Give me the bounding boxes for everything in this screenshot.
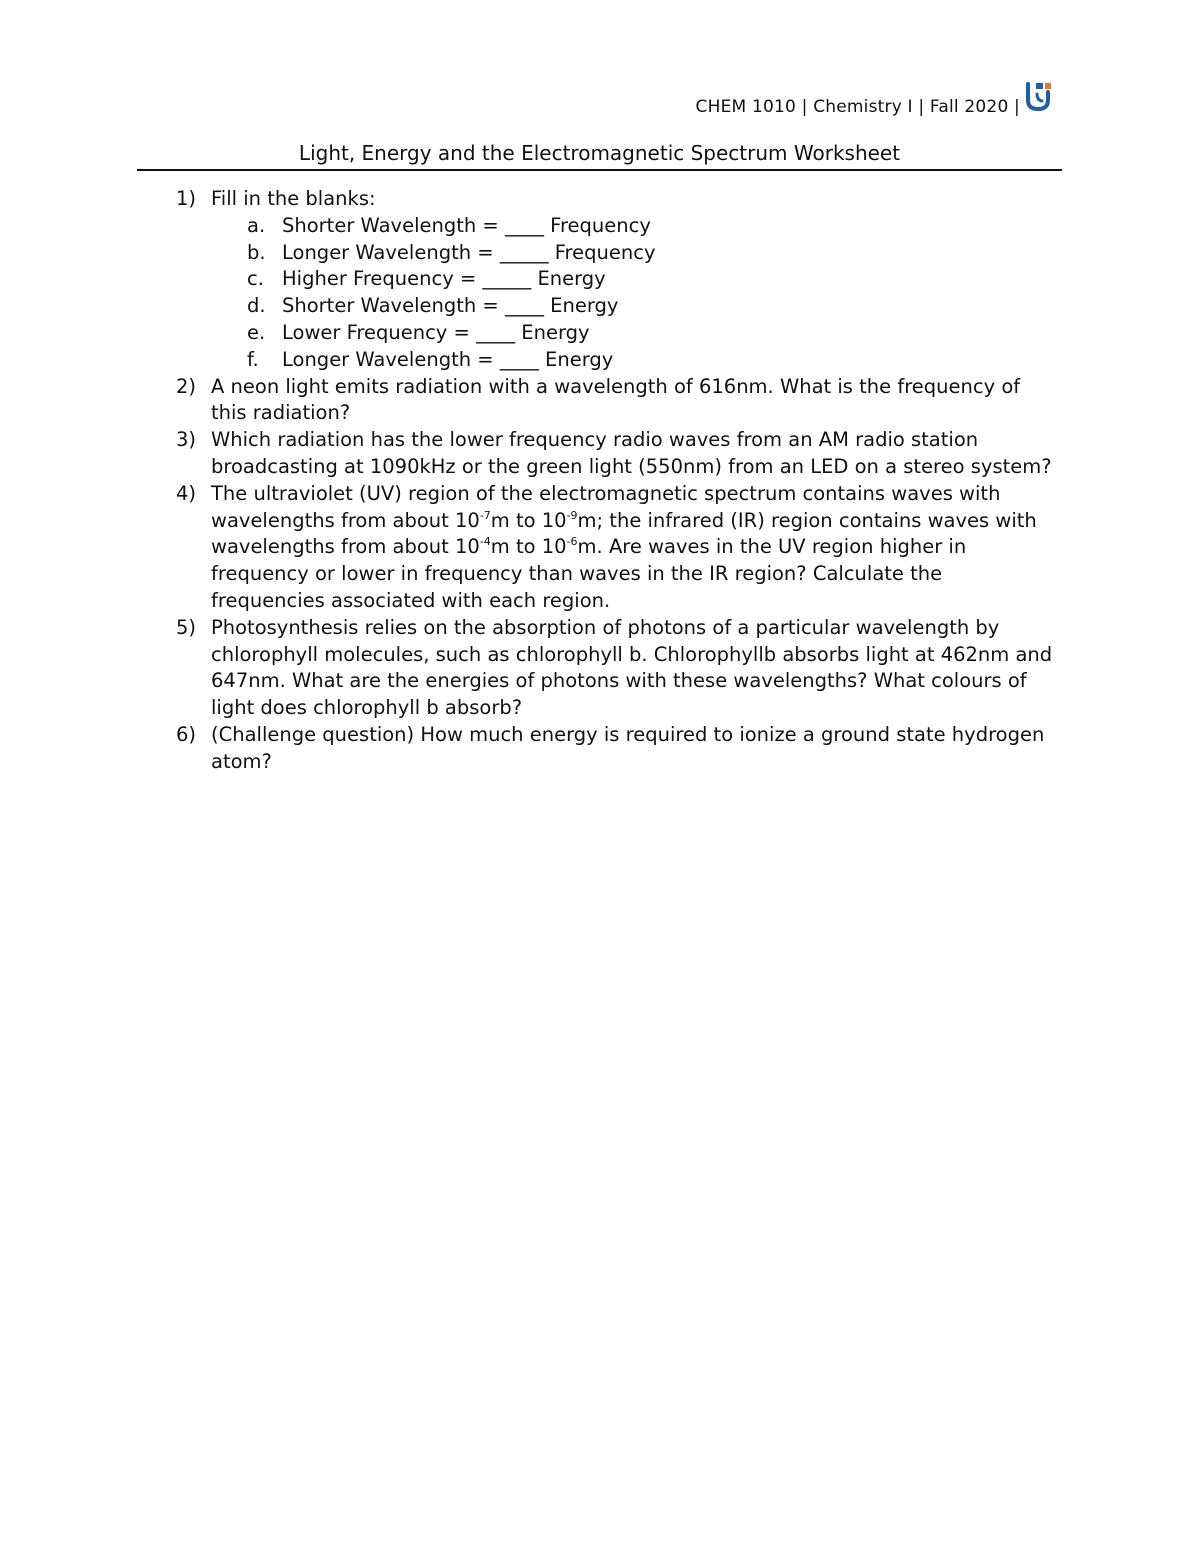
title-divider (137, 169, 1062, 171)
exponent: -7 (479, 508, 491, 522)
question-list (176, 186, 1056, 776)
exponent: -9 (566, 508, 578, 522)
question-6 (176, 722, 1056, 776)
sub-item-letter: e. (247, 320, 266, 344)
sub-item-letter: a. (247, 213, 266, 237)
sub-item-text: Longer Wavelength = ____ Energy (282, 347, 614, 371)
page-title: Light, Energy and the Electromagnetic Spectrum Worksheet (298, 141, 901, 165)
question-text (211, 482, 1037, 612)
question-4 (176, 481, 1056, 615)
question-text: (Challenge question) How much energy is required to ionize a ground state hydrogen atom? (211, 722, 1045, 773)
sub-item-letter: b. (247, 240, 266, 264)
question-2 (176, 374, 1056, 428)
sub-item-e (176, 320, 1056, 347)
sub-item-f (176, 347, 1056, 374)
sub-item-text: Shorter Wavelength = ____ Energy (282, 294, 619, 318)
sub-item-text: Shorter Wavelength = ____ Frequency (282, 213, 651, 237)
question-5 (176, 615, 1056, 722)
question-number: 4) (176, 481, 197, 505)
course-header: CHEM 1010 | Chemistry I | Fall 2020 | (695, 97, 1020, 117)
sub-item-letter: c. (247, 267, 264, 291)
text-segment: The ultraviolet (UV) region of the electromagnetic spectrum contains waves with wavelengths from about 10 (211, 481, 1001, 532)
question-number: 6) (176, 722, 197, 746)
text-segment: m; the infrared (IR) region contains waves with wavelengths from about 10 (211, 508, 1037, 559)
question-number: 1) (176, 187, 197, 210)
text-segment: m. Are waves in the UV region higher in frequency or lower in frequency than waves in the IR region? Calculate the frequencies associated with each region. (211, 535, 967, 612)
sub-item-text: Higher Frequency = _____ Energy (282, 267, 606, 291)
question-text: Photosynthesis relies on the absorption of photons of a particular wavelength by chlorophyll molecules, such as chlorophyll b. Chlorophyllb absorbs light at 462nm and 647nm. What are the energies of photons with these wavelengths? What colours of light does chlorophyll b absorb? (211, 615, 1053, 720)
question-3 (176, 427, 1056, 481)
question-number: 3) (176, 428, 197, 452)
question-text: Fill in the blanks: (211, 187, 376, 210)
question-text: A neon light emits radiation with a wavelength of 616nm. What is the frequency of this radiation? (211, 374, 1021, 425)
sub-item-letter: f. (247, 347, 259, 371)
sub-item-b (176, 240, 1056, 267)
sub-item-a (176, 213, 1056, 240)
sub-item-text: Lower Frequency = ____ Energy (282, 320, 590, 344)
text-segment: m to 10 (490, 508, 567, 532)
sub-item-d (176, 293, 1056, 320)
institution-logo-icon (1024, 80, 1054, 112)
exponent: -4 (479, 535, 491, 549)
sub-item-c (176, 266, 1056, 293)
question-1 (176, 186, 1056, 213)
question-number: 5) (176, 615, 197, 639)
question-text: Which radiation has the lower frequency radio waves from an AM radio station broadcasting at 1090kHz or the green light (550nm) from an LED on a stereo system? (211, 428, 1052, 478)
question-number: 2) (176, 374, 197, 398)
exponent: -6 (566, 535, 578, 549)
text-segment: m to 10 (490, 535, 567, 559)
sub-item-text: Longer Wavelength = _____ Frequency (282, 240, 656, 264)
sub-item-letter: d. (247, 294, 266, 318)
